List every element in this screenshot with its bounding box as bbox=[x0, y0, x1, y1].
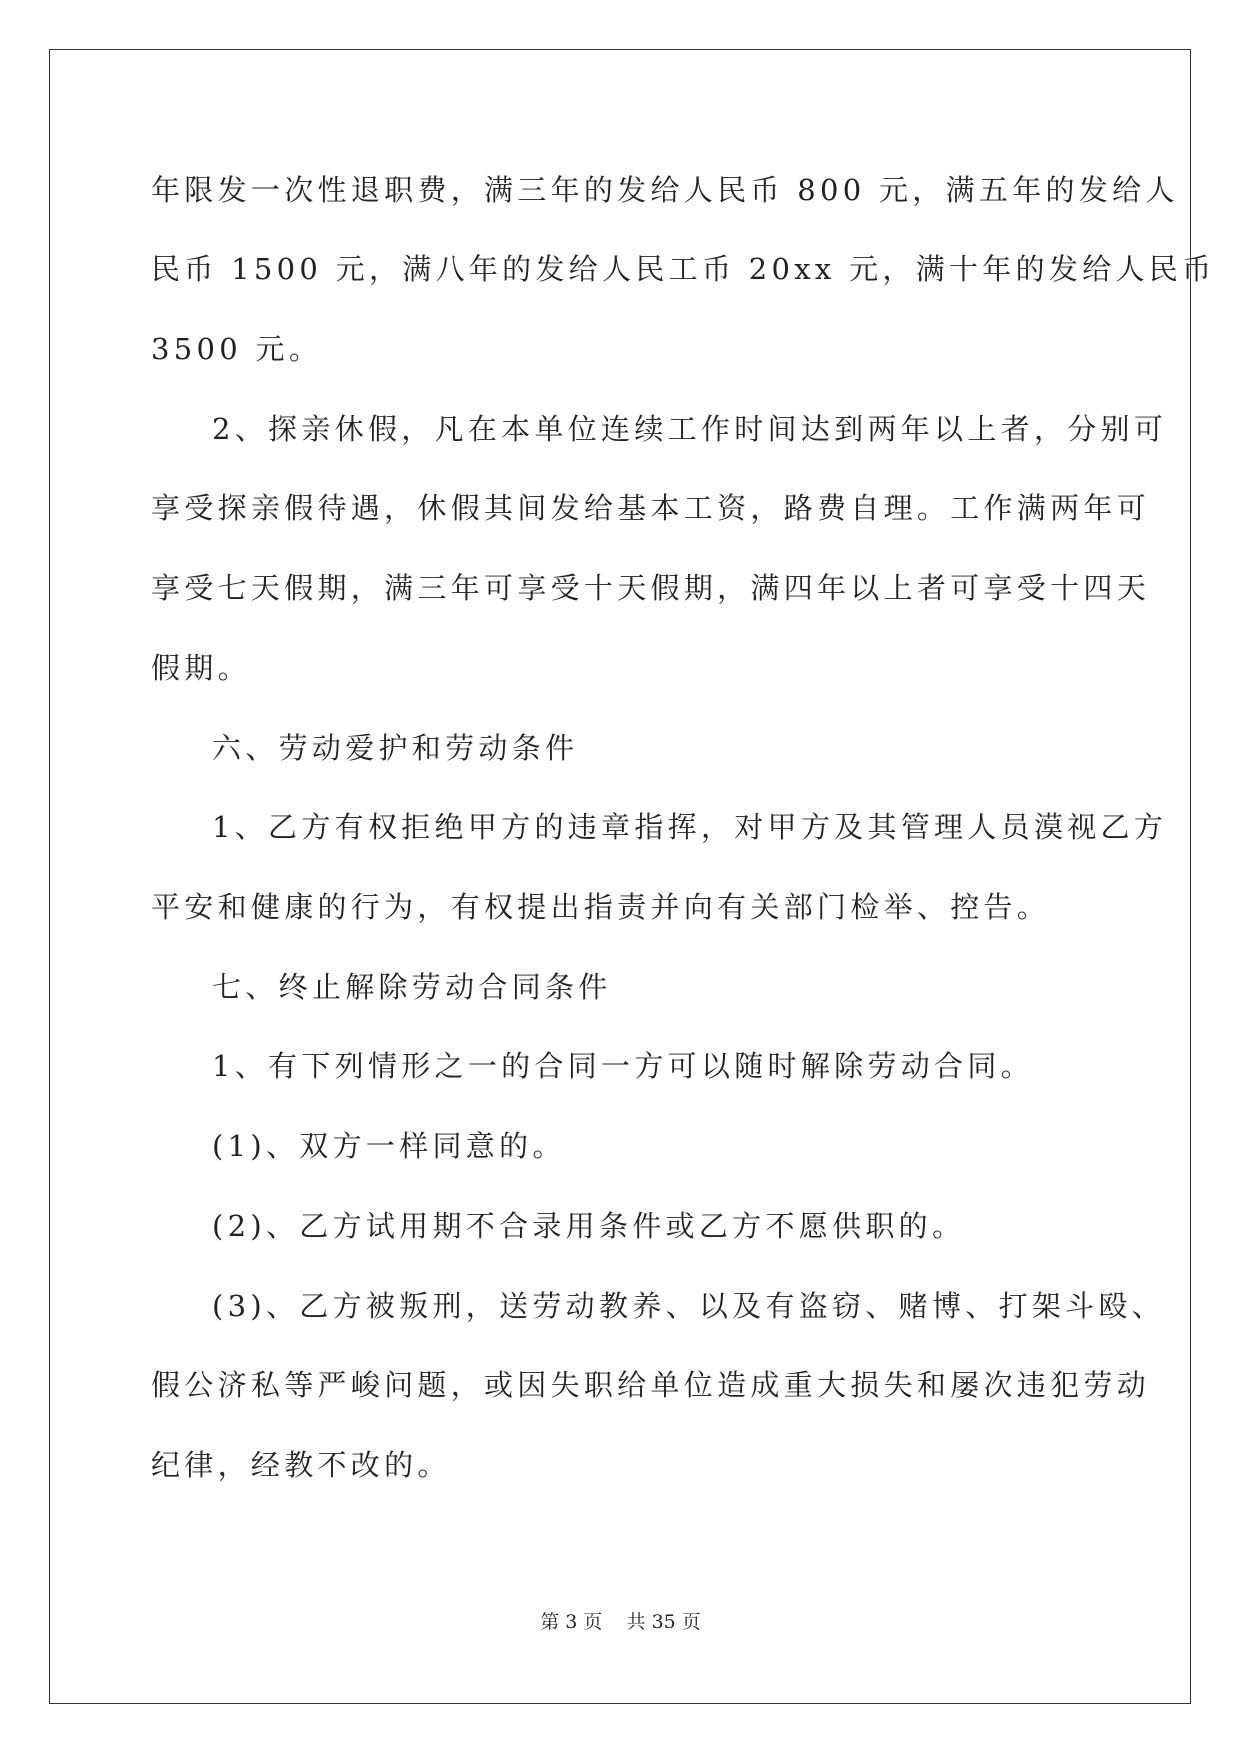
page-number-footer: 第 3 页 共 35 页 bbox=[540, 1611, 701, 1633]
section-heading-six: 六、劳动爱护和劳动条件 bbox=[212, 731, 579, 765]
text-line-3: 3500 元。 bbox=[151, 332, 323, 366]
text-line-5: 享受探亲假待遇，休假其间发给基本工资，路费自理。工作满两年可 bbox=[151, 491, 1151, 525]
text-line-15: (3)、乙方被叛刑，送劳动教养、以及有盗窃、赌博、打架斗殴、 bbox=[212, 1289, 1166, 1323]
text-line-7: 假期。 bbox=[151, 651, 251, 685]
text-line-10: 平安和健康的行为，有权提出指责并向有关部门检举、控告。 bbox=[151, 890, 1051, 924]
text-line-14: (2)、乙方试用期不合录用条件或乙方不愿供职的。 bbox=[212, 1209, 966, 1243]
text-line-2: 民币 1500 元，满八年的发给人民工币 20xx 元，满十年的发给人民币 bbox=[151, 252, 1216, 286]
text-line-13: (1)、双方一样同意的。 bbox=[212, 1129, 566, 1163]
text-line-9: 1、乙方有权拒绝甲方的违章指挥，对甲方及其管理人员漠视乙方 bbox=[212, 810, 1168, 844]
text-line-1: 年限发一次性退职费，满三年的发给人民币 800 元，满五年的发给人 bbox=[151, 173, 1179, 207]
text-line-4: 2、探亲休假，凡在本单位连续工作时间达到两年以上者，分别可 bbox=[212, 412, 1168, 446]
text-line-16: 假公济私等严峻问题，或因失职给单位造成重大损失和屡次违犯劳动 bbox=[151, 1368, 1151, 1402]
section-heading-seven: 七、终止解除劳动合同条件 bbox=[212, 970, 612, 1004]
text-line-6: 享受七天假期，满三年可享受十天假期，满四年以上者可享受十四天 bbox=[151, 571, 1151, 605]
text-line-17: 纪律，经教不改的。 bbox=[151, 1448, 451, 1482]
text-line-12: 1、有下列情形之一的合同一方可以随时解除劳动合同。 bbox=[212, 1049, 1034, 1083]
